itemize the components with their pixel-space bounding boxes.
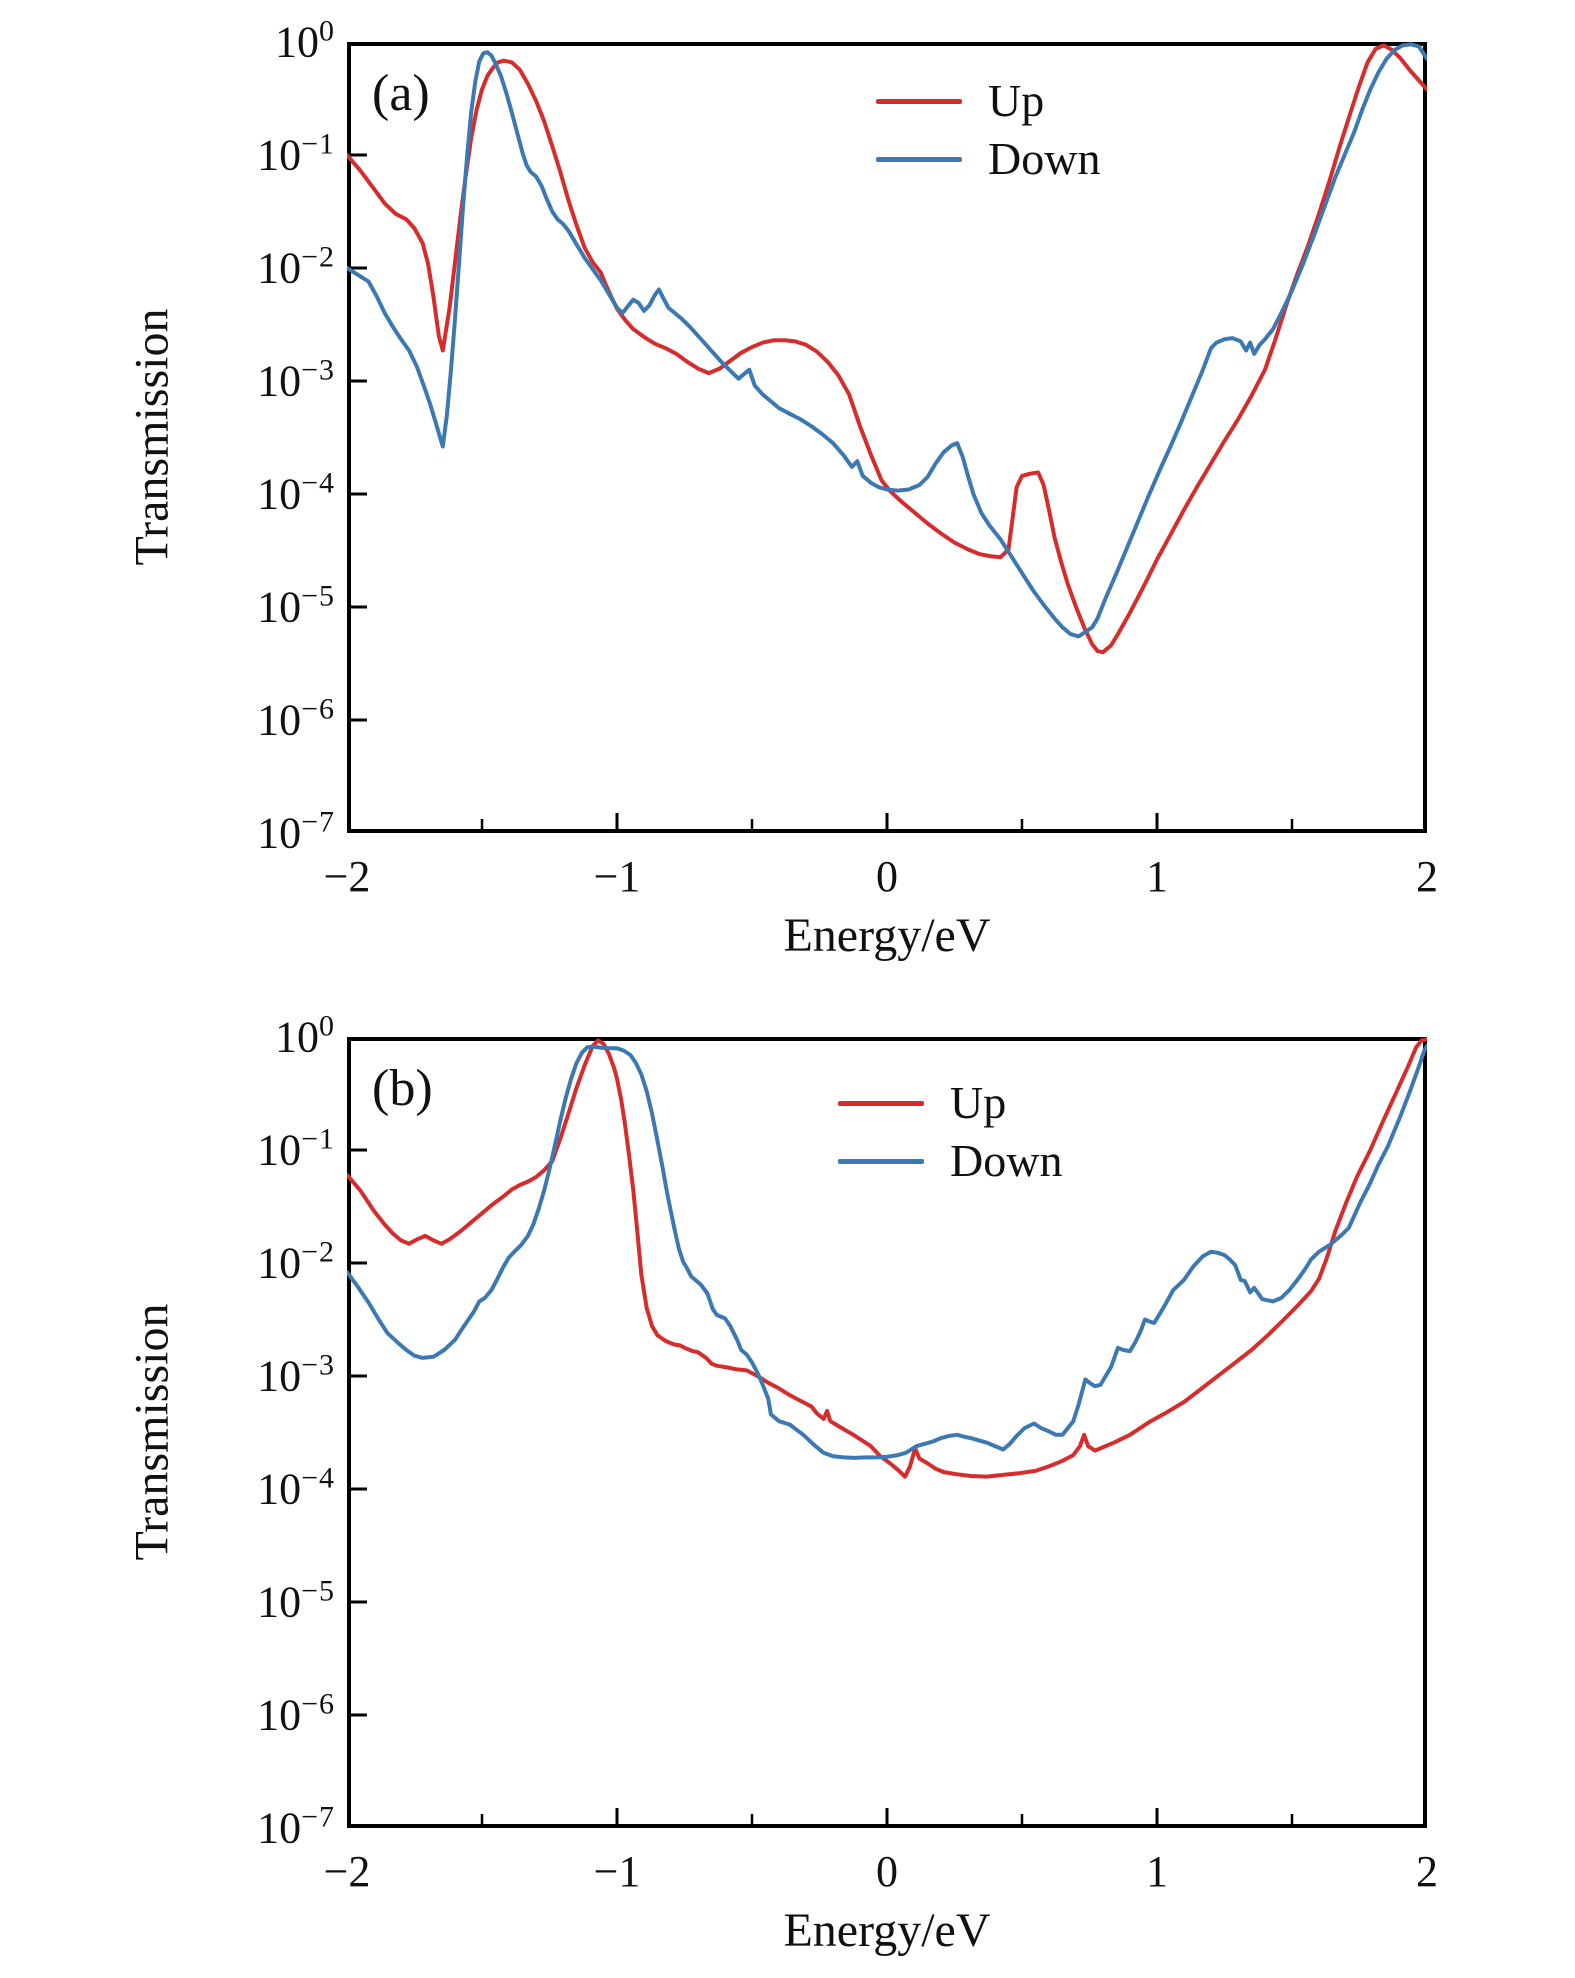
y-tick-label: $10^{-3}$ [257,1348,335,1401]
legend-item-down [876,133,1101,184]
x-tick-label: 1 [1146,852,1168,901]
y-tick-label: $10^{-1}$ [257,127,335,180]
legend-label-down: Down [950,1135,1063,1186]
x-tick-label: 2 [1416,852,1438,901]
legend-label-up: Up [950,1077,1007,1128]
legend-line-up [876,99,962,104]
legend-item-down [838,1135,1063,1186]
y-axis-label-a: Transmission [125,308,179,566]
y-tick-label: $10^{-4}$ [257,466,335,519]
y-axis-label-b: Transmission [125,1303,179,1561]
y-tick-label: $10^{-2}$ [257,1235,335,1288]
legend-a [876,75,1101,194]
y-tick-label: $10^{-6}$ [257,1687,335,1740]
y-tick-label: $10^{-6}$ [257,692,335,745]
x-axis-label-b: Energy/eV [783,1904,991,1957]
x-tick-label: 1 [1146,1847,1168,1896]
y-tick-label: $10^{-1}$ [257,1122,335,1175]
y-tick-label: $10^{-3}$ [257,353,335,406]
x-tick-label: −1 [593,852,641,901]
y-tick-label: $10^{-4}$ [257,1461,335,1514]
legend-label-up: Up [988,75,1045,126]
legend-line-up [838,1101,924,1106]
legend-line-down [838,1159,924,1164]
x-tick-label: 0 [876,1847,898,1896]
y-tick-label: $10^0$ [275,14,335,67]
legend-line-down [876,157,962,162]
x-tick-label: 0 [876,852,898,901]
x-tick-label: −1 [593,1847,641,1896]
y-tick-label: $10^{-2}$ [257,240,335,293]
legend-b [838,1077,1063,1196]
x-tick-label: −2 [323,852,371,901]
y-tick-label: $10^{-5}$ [257,579,335,632]
panel-tag-b: (b) [372,1060,433,1117]
legend-item-up [876,75,1100,126]
y-tick-label: $10^{-7}$ [257,1800,335,1853]
panel-tag-a: (a) [372,65,430,122]
x-axis-label-a: Energy/eV [783,909,991,962]
x-tick-label: 2 [1416,1847,1438,1896]
y-tick-label: $10^0$ [275,1009,335,1062]
x-tick-label: −2 [323,1847,371,1896]
y-tick-label: $10^{-7}$ [257,805,335,858]
y-tick-label: $10^{-5}$ [257,1574,335,1627]
legend-item-up [838,1077,1062,1128]
legend-label-down: Down [988,133,1101,184]
